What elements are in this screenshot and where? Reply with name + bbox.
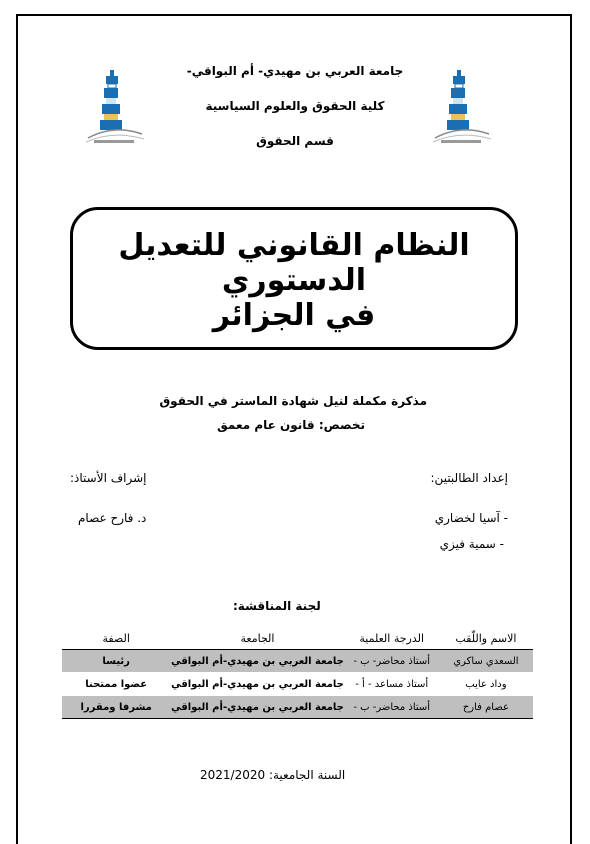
member-name: السعدي ساكري <box>439 650 533 673</box>
member-name: وداد عايب <box>439 673 533 696</box>
member-role: عضوا ممتحنا <box>62 673 170 696</box>
table-row <box>62 650 533 673</box>
memo-description: مذكرة مكملة لنيل شهادة الماستر في الحقوق <box>159 394 427 408</box>
member-rank: أستاذ محاضر- ب - <box>345 650 439 673</box>
column-header-role: الصفة <box>62 630 170 650</box>
table-row <box>62 673 533 696</box>
column-header-university: الجامعة <box>170 630 344 650</box>
member-rank: أستاذ محاضر- ب - <box>345 696 439 719</box>
column-header-rank: الدرجة العلمية <box>345 630 439 650</box>
column-header-name: الاسم واللّقب <box>439 630 533 650</box>
member-role: مشرفا ومقررا <box>62 696 170 719</box>
specialty: تخصص: قانون عام معمق <box>217 418 365 432</box>
department-name: قسم الحقوق <box>256 134 334 148</box>
committee-title: لجنة المناقشة: <box>233 599 321 613</box>
thesis-title-line2: في الجزائر <box>212 298 376 333</box>
committee-table <box>62 630 533 719</box>
student-name: - سمية فيزي <box>439 537 504 551</box>
table-header-row <box>62 630 533 650</box>
member-university: جامعة العربي بن مهيدي-أم البواقي <box>170 650 344 673</box>
thesis-title-box <box>70 207 518 350</box>
faculty-name: كلية الحقوق والعلوم السياسية <box>205 99 385 113</box>
students-label: إعداد الطالبتين: <box>430 471 508 485</box>
student-name: - آسيا لخضاري <box>434 511 508 525</box>
table-row <box>62 696 533 719</box>
university-name: جامعة العربي بن مهيدي- أم البواقي- <box>186 64 404 78</box>
supervisor-name: د. فارح عصام <box>78 511 147 525</box>
supervisor-label: إشراف الأستاذ: <box>70 471 147 485</box>
member-rank: أستاذ مساعد - أ - <box>345 673 439 696</box>
academic-year: السنة الجامعية: 2021/2020 <box>200 768 346 782</box>
member-name: عصام فارح <box>439 696 533 719</box>
thesis-title-line1: النظام القانوني للتعديل الدستوري <box>118 228 470 298</box>
member-role: رئيسا <box>62 650 170 673</box>
member-university: جامعة العربي بن مهيدي-أم البواقي <box>170 673 344 696</box>
member-university: جامعة العربي بن مهيدي-أم البواقي <box>170 696 344 719</box>
